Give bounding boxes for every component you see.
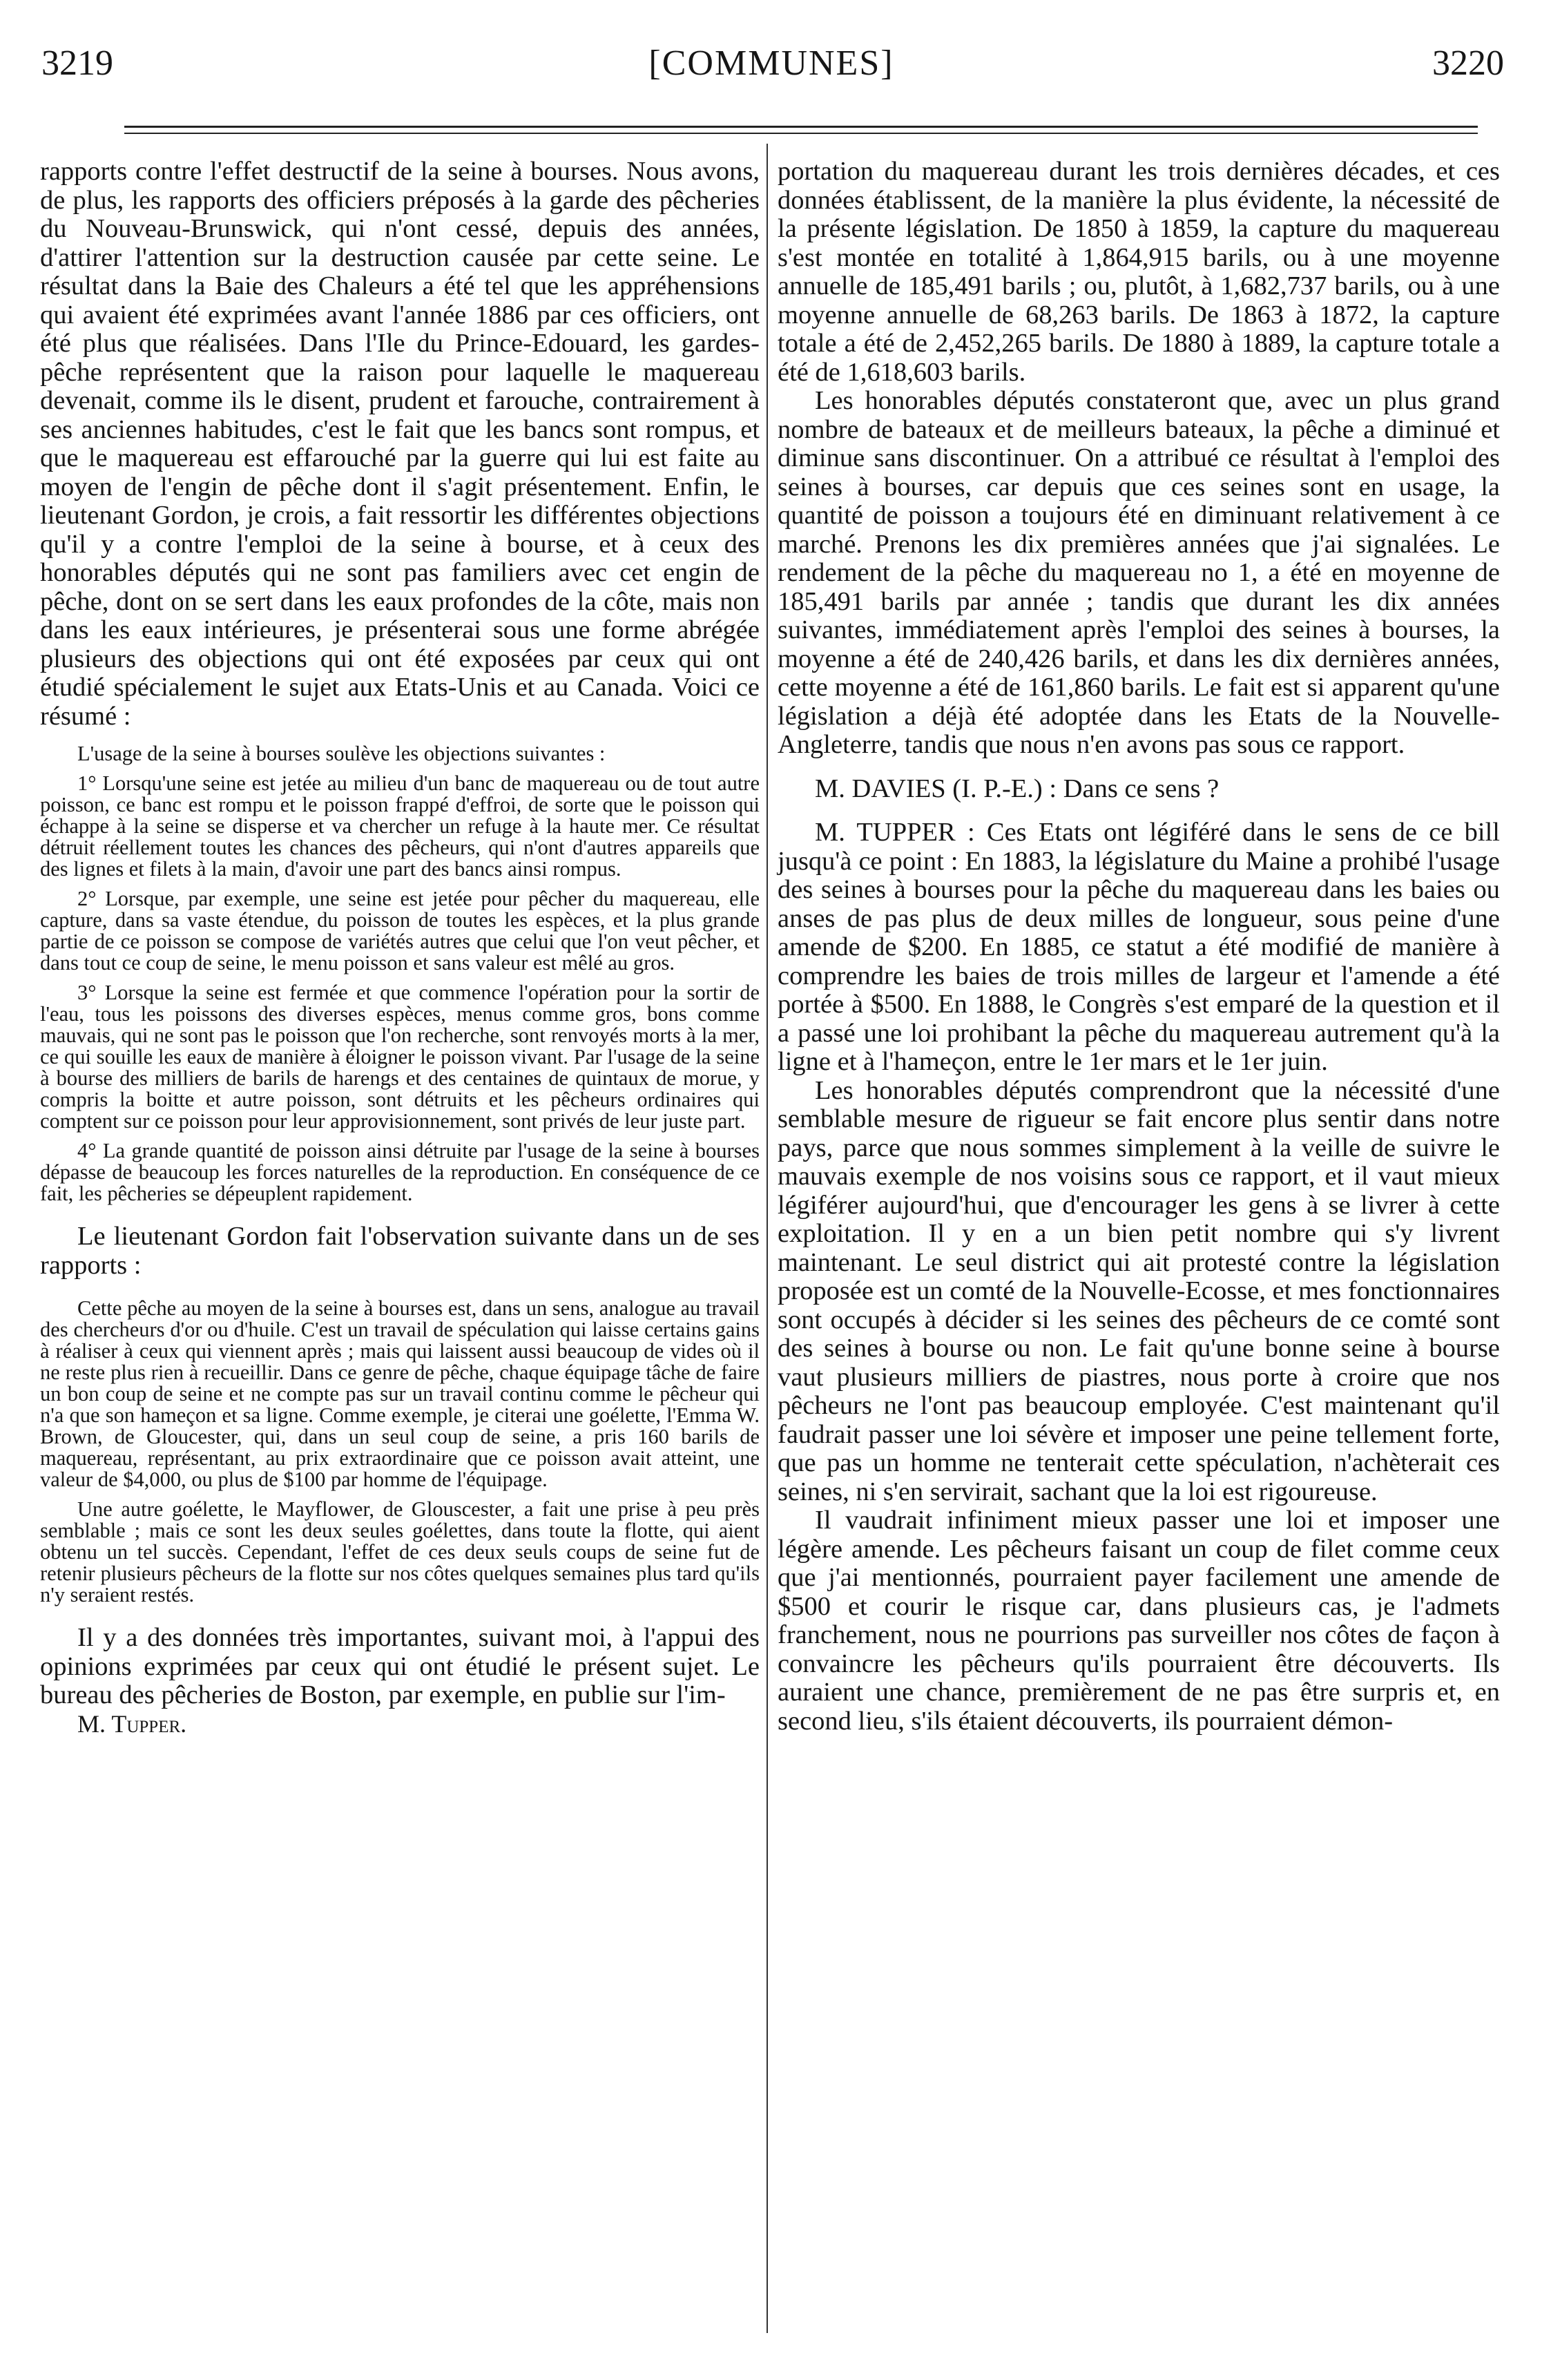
right-paragraph-2: Les honorables députés constateront que, avec un plus grand nombre de bateaux et de meilleurs bateaux, la pêche a diminué et diminue sans discontinuer. On a attribué ce résultat à l'emploi des seines à bourses, car depuis que ces seines sont en usage, la quantité de poisson a toujours été en diminuant relativement à ce marché. Prenons les dix premières années que j'ai signalées. Le rendement de la pêche du maquereau no 1, a été en moyenne de 185,491 barils par année ; tandis que durant les dix années suivantes, immédiatement après l'emploi des seines à bourses, la moyenne a été de 240,426 barils, et dans les dix dernières années, cette moyenne a été de 161,860 barils. Le fait est si apparent qu'une législation a déjà été adoptée dans les Etats de la Nouvelle-Angleterre, tandis que nous n'en avons pas sous ce rapport. [778,386,1500,759]
right-paragraph-1: portation du maquereau durant les trois dernières décades, et ces données établissent, de la manière la plus évidente, la nécessité de la présente législation. De 1850 à 1859, la capture du maquereau s'est montée en totalité à 1,864,915 barils, ou à une moyenne annuelle de 185,491 barils ; ou, plutôt, à 1,682,737 barils, ou à une moyenne annuelle de 68,263 barils. De 1863 à 1872, la capture totale a été de 2,452,265 barils. De 1880 à 1889, la capture totale a été de 1,618,603 barils. [778,157,1500,387]
right-column [778,157,1500,1736]
quote-objection-1: 1° Lorsqu'une seine est jetée au milieu d'un banc de maquereau ou de tout autre poisson, ce banc est rompu et le poisson frappé d'effroi, de sorte que le poisson qui échappe à la seine se disperse et va chercher un refuge à la haute mer. Ce résultat détruit réellement toutes les chances des pêcheurs, qui n'ont d'autres appareils que des lignes et filets à la main, d'avoir une part des bancs ainsi rompus. [40,771,760,881]
quote-gordon-2: Une autre goélette, le Mayflower, de Glouscester, a fait une prise à peu près semblable ; mais ce sont les deux seules goélettes, dans toute la flotte, qui aient obtenu un tel succès. Cependant, l'effet de ces deux seuls coups de seine fut de retenir plusieurs pêcheurs de la flotte sur nos côtes quelques semaines plus tard qu'ils n'y seraient restés. [40,1497,760,1606]
quote-intro: L'usage de la seine à bourses soulève les objections suivantes : [77,742,606,765]
page-number-left: 3219 [41,44,113,83]
header-rule-top [124,126,1478,128]
page-number-right: 3220 [1432,44,1504,83]
quote-objection-3: 3° Lorsque la seine est fermée et que commence l'opération pour la sortir de l'eau, tous les poissons des diverses espèces, menus comme gros, bons comme mauvais, qui ne sont pas le poisson que l'on recherche, sont renvoyés morts à la mer, ce qui souille les eaux de manière à éloigner le poisson vivant. Par l'usage de la seine à bourse des milliers de barils de harengs et des centaines de quintaux de morue, y compris la boitte et autre poisson, sont détruits et les pêcheurs ordinaires qui comptent sur ce poisson pour leur approvisionnement, sont privés de leur juste part. [40,981,760,1133]
page-title: [COMMUNES] [648,44,894,83]
left-column [40,157,760,1738]
page-header [36,28,1507,90]
right-paragraph-davies: M. DAVIES (I. P.-E.) : Dans ce sens ? [815,774,1220,803]
right-paragraph-tupper: M. TUPPER : Ces Etats ont légiféré dans le sens de ce bill jusqu'à ce point : En 1883, la législature du Maine a prohibé l'usage des seines à bourses pour la pêche du maquereau dans les baies ou anses de pas plus de deux milles de longueur, sous peine d'une amende de $200. En 1885, ce statut a été modifié de manière à comprendre les baies de trois milles de largeur et l'amende a été portée à $500. En 1888, le Congrès s'est emparé de la question et il a passé une loi prohibant la pêche du maquereau autrement qu'à la ligne et à l'hameçon, entre le 1er mars et le 1er juin. [778,818,1500,1076]
column-divider [767,144,768,2333]
right-paragraph-6: Il vaudrait infiniment mieux passer une loi et imposer une légère amende. Les pêcheurs faisant un coup de filet comme ceux que j'ai mentionnés, pourraient payer facilement une amende de $500 et courir le risque car, dans plusieurs cas, je l'admets franchement, nous ne pourrions pas surveiller nos côtes de façon à convaincre les pêcheurs qu'ils pourraient être découverts. Ils auraient une chance, premièrement de ne pas être surpris et, en second lieu, s'ils étaient découverts, ils pourraient démon- [778,1506,1500,1736]
left-paragraph-1: rapports contre l'effet destructif de la seine à bourses. Nous avons, de plus, les rapports des officiers préposés à la garde des pêcheries du Nouveau-Brunswick, qui n'ont cessé, depuis des années, d'attirer l'attention sur la destruction causée par cette seine. Le résultat dans la Baie des Chaleurs a été tel que les appréhensions qui avaient été exprimées avant l'année 1886 par ces officiers, ont été plus que réalisées. Dans l'Ile du Prince-Edouard, les gardes-pêche représentent que la raison pour laquelle le maquereau devenait, comme ils le disent, prudent et farouche, contrairement à ses anciennes habitudes, c'est le fait que les bancs sont rompus, et que le maquereau est effarouché par la guerre qui lui est faite au moyen de l'engin de pêche dont il s'agit présentement. Enfin, le lieutenant Gordon, je crois, a fait ressortir les différentes objections qu'il y a contre l'emploi de la seine à bourse, et à ceux des honorables députés qui ne sont pas familiers avec cet engin de pêche, dont on se sert dans les eaux profondes de la côte, mais non dans les eaux intérieures, je présenterai sous une forme abrégée plusieurs des objections qui ont été exposées par ceux qui ont étudié spécialement le sujet aux Etats-Unis et au Canada. Voici ce résumé : [40,157,760,731]
quote-objection-2: 2° Lorsque, par exemple, une seine est jetée pour pêcher du maquereau, elle capture, dans sa vaste étendue, du poisson de toutes les espèces, et la plus grande partie de ce poisson se compose de variétés autres que celui que l'on veut pêcher, et dans tout ce coup de seine, le menu poisson et sans valeur est mêlé au gros. [40,887,760,975]
quote-objection-4: 4° La grande quantité de poisson ainsi détruite par l'usage de la seine à bourses dépasse de beaucoup les forces naturelles de la reproduction. En conséquence de ce fait, les pêcheries se dépeuplent rapidement. [40,1139,760,1205]
right-paragraph-5: Les honorables députés comprendront que la nécessité d'une semblable mesure de rigueur se fait encore plus sentir dans notre pays, parce que nous sommes simplement à la veille de suivre le mauvais exemple de nos voisins sous ce rapport, et il vaut mieux légiférer aujourd'hui, que d'encourager les gens à se livrer à cette exploitation. Il y en a un bien petit nombre qui s'y livrent maintenant. Le seul district qui ait protesté contre la législation proposée est un comté de la Nouvelle-Ecosse, et mes fonctionnaires sont occupés à décider si les seines des pêcheurs de ce comté sont des seines à bourse ou non. Le fait qu'une bonne seine à bourse vaut plusieurs milliers de piastres, nous porte à croire que nos pêcheurs ne l'ont pas beaucoup employée. C'est maintenant qu'il faudrait passer une loi sévère et imposer une peine tellement forte, que pas un homme ne tenterait cette spéculation, n'achèterait ces seines, ni s'en servirait, sachant que la loi est rigoureuse. [778,1075,1500,1506]
left-paragraph-2: Le lieutenant Gordon fait l'observation suivante dans un de ses rapports : [40,1222,760,1280]
header-rule-bottom [124,133,1478,134]
speaker-footer: M. Tupper. [77,1709,187,1738]
quote-gordon-1: Cette pêche au moyen de la seine à bourses est, dans un sens, analogue au travail des chercheurs d'or ou d'huile. C'est un travail de spéculation qui laisse certains gains à réaliser à ceux qui viennent après ; mais qui laissent aussi beaucoup de vides où il ne reste plus rien à recueillir. Dans ce genre de pêche, chaque équipage tâche de faire un bon coup de seine et ne compte pas sur un travail continu comme le pêcheur qui n'a que son hameçon et sa ligne. Comme exemple, je citerai une goélette, l'Emma W. Brown, de Gloucester, qui, dans un seul coup de seine, a pris 160 barils de maquereau, représentant, au prix extraordinaire que ce poisson avait atteint, une valeur de $4,000, ou plus de $100 par homme de l'équipage. [40,1296,760,1491]
left-paragraph-3: Il y a des données très importantes, suivant moi, à l'appui des opinions exprimées par ceux qui ont étudié le présent sujet. Le bureau des pêcheries de Boston, par exemple, en publie sur l'im- [40,1623,760,1709]
